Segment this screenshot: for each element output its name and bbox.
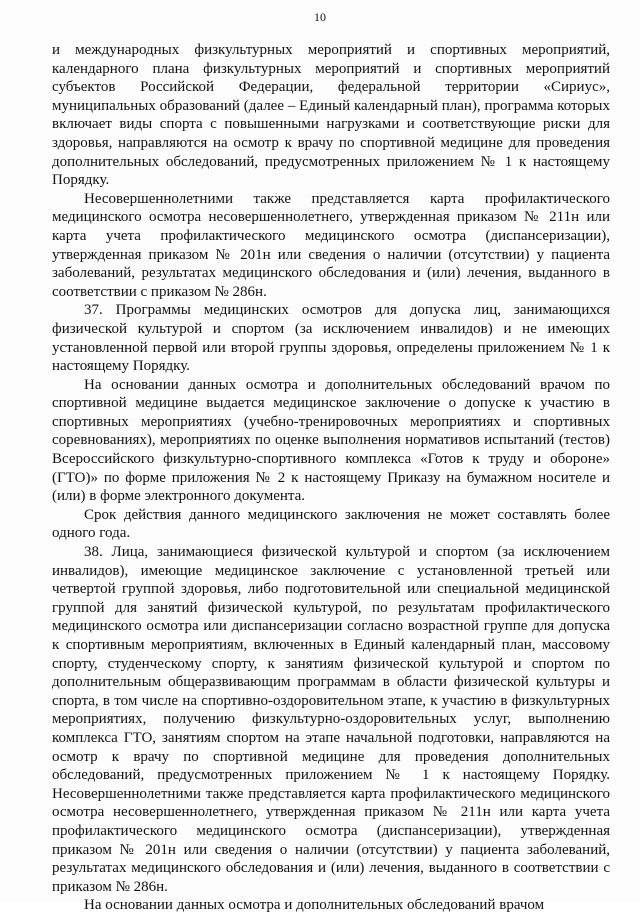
paragraph-continuation: и международных физкультурных мероприятий и спортивных мероприятий, календарного плана физкультурных мероприятий и спортивных мероприятий субъектов Российской Федерации, федеральной территории «Сириус», муниципальных образований (далее – Единый календарный план), программа которых включает виды спорта с повышенными нагрузками и соответствующие риски для здоровья, направляются на осмотр к врачу по спортивной медицине для проведения дополнительных обследований, предусмотренных приложением № 1 к настоящему Порядку. bbox=[52, 42, 610, 189]
paragraph-minors-card: Несовершеннолетними также представляется карта профилактического медицинского осмотра несовершеннолетнего, утвержденная приказом № 211н или карта учета профилактического медицинского осмотра (диспансеризации), утвержденная приказом № 201н или сведения о наличии (отсутствии) у пациента заболеваний, результатах медицинского обследования и (или) лечения, выданного в соответствии с приказом № 286н. bbox=[52, 190, 610, 300]
paragraph-medical-conclusion: На основании данных осмотра и дополнительных обследований врачом по спортивной медицине выдается медицинское заключение о допуске к участию в спортивных мероприятиях (учебно-тренировочных мероприятиях и спортивных соревнованиях), мероприятиях по оценке выполнения нормативов испытаний (тестов) Всероссийского физкультурно-спортивного комплекса «Готов к труду и обороне» (ГТО)» по форме приложения № 2 к настоящему Приказу на бумажном носителе и (или) в форме электронного документа. bbox=[52, 376, 610, 505]
paragraph-validity-period: Срок действия данного медицинского заключения не может составлять более одного года. bbox=[52, 506, 610, 542]
document-body bbox=[52, 41, 610, 915]
paragraph-item-37: 37. Программы медицинских осмотров для допуска лиц, занимающихся физической культурой и спортом (за исключением инвалидов) и не имеющих установленной первой или второй группы здоровья, определены приложением № 1 к настоящему Порядку. bbox=[52, 302, 610, 375]
paragraph-last-line: На основании данных осмотра и дополнительных обследований врачом bbox=[84, 897, 545, 914]
paragraph-item-38: 38. Лица, занимающиеся физической культурой и спортом (за исключением инвалидов), имеющие медицинское заключение с установленной третьей или четвертой группой здоровья, либо подготовительной или специальной медицинской группой для занятий физической культурой, по результатам профилактического медицинского осмотра или диспансеризации согласно возрастной группе для допуска к спортивным мероприятиям, включенных в Единый календарный план, массовому спорту, студенческому спорту, к занятиям физической культурой и спортом по дополнительным общеразвивающим программам в области физической культуры и спорта, в том числе на спортивно-оздоровительном этапе, к участию в физкультурных мероприятиях, получению физкультурно-оздоровительных услуг, выполнению комплекса ГТО, занятиям спортом на этапе начальной подготовки, направляются на осмотр к врачу по спортивной медицине для проведения дополнительных обследований, предусмотренных приложением № 1 к настоящему Порядку. Несовершеннолетними также представляется карта профилактического медицинского осмотра несовершеннолетнего, утвержденная приказом № 211н или карта учета профилактического медицинского осмотра (диспансеризации), утвержденная приказом № 201н или сведения о наличии (отсутствии) у пациента заболеваний, результатах медицинского обследования и (или) лечения, выданного в соответствии с приказом № 286н. bbox=[52, 544, 610, 895]
page-number: 10 bbox=[314, 10, 326, 24]
